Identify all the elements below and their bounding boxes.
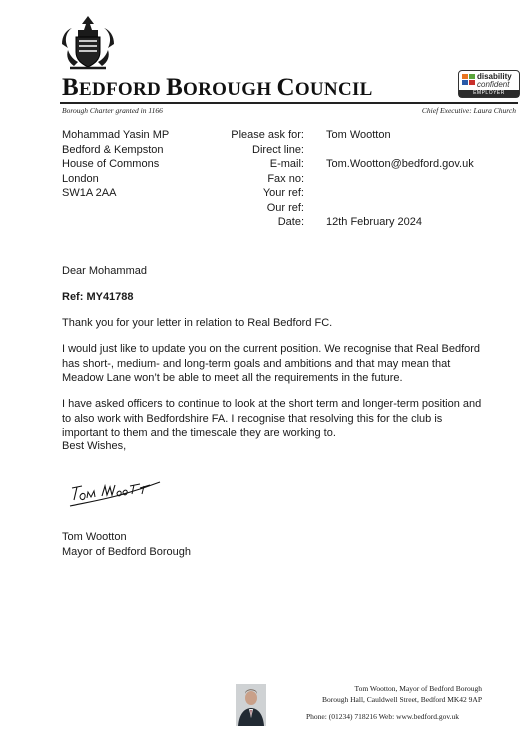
footer-line1: Tom Wootton, Mayor of Bedford Borough — [354, 684, 482, 693]
paragraph-1: Thank you for your letter in relation to Real Bedford FC. — [62, 317, 333, 329]
handwritten-signature — [68, 476, 168, 512]
ref-value-our-ref — [326, 201, 474, 216]
address-line: London — [62, 172, 99, 185]
ref-label-direct-line: Direct line: — [252, 143, 304, 156]
chief-executive-text: Chief Executive: Laura Church — [421, 106, 516, 115]
address-line: House of Commons — [62, 158, 160, 170]
signer-block — [62, 530, 191, 559]
recipient-address — [62, 128, 169, 201]
disability-confident-logo-icon — [462, 74, 475, 85]
badge-line3: EMPLOYER — [459, 90, 519, 97]
ref-value-direct-line — [326, 143, 474, 158]
ref-label-email: E-mail: — [269, 158, 304, 170]
ref-value-please-ask-for: Tom Wootton — [326, 129, 391, 141]
ref-label-please-ask-for: Please ask for: — [231, 129, 304, 141]
disability-confident-badge — [458, 70, 520, 98]
ref-value-date: 12th February 2024 — [326, 216, 423, 228]
badge-line2: confident — [477, 80, 510, 89]
charter-text: Borough Charter granted in 1166 — [62, 106, 163, 115]
footer-contact: Phone: (01234) 718216 Web: www.bedford.gov.uk — [306, 712, 460, 721]
ref-label-fax: Fax no: — [267, 172, 304, 185]
council-name: BEDFORD BOROUGH COUNCIL — [62, 74, 373, 101]
signer-name: Tom Wootton — [62, 531, 127, 543]
header-divider — [60, 102, 518, 104]
ref-label-date: Date: — [277, 216, 304, 228]
reference-line: Ref: MY41788 — [62, 291, 134, 303]
reference-values — [326, 128, 474, 230]
ref-value-fax — [326, 172, 474, 187]
ref-value-email: Tom.Wootton@bedford.gov.uk — [326, 158, 474, 170]
badge-line1: disability — [477, 72, 512, 81]
footer-line2: Borough Hall, Cauldwell Street, Bedford MK42 9AP — [322, 694, 482, 704]
ref-label-your-ref: Your ref: — [262, 187, 304, 199]
address-line: SW1A 2AA — [62, 187, 117, 199]
reference-labels — [206, 128, 304, 230]
address-line: Mohammad Yasin MP — [62, 129, 170, 141]
signer-title: Mayor of Bedford Borough — [62, 545, 192, 558]
address-line: Bedford & Kempston — [62, 143, 164, 156]
council-crest-icon — [58, 14, 118, 72]
mayor-portrait-photo — [236, 684, 266, 726]
closing: Best Wishes, — [62, 440, 127, 452]
footer-address — [310, 684, 482, 705]
paragraph-2: I would just like to update you on the current position. We recognise that Real Bedford has short-, medium- and long-term goals and ambitions and that may mean that Meadow Lane won’t be able to meet all the requirements in the future. — [62, 343, 481, 384]
ref-label-our-ref: Our ref: — [266, 201, 304, 214]
ref-value-your-ref — [326, 186, 474, 201]
paragraph-3: I have asked officers to continue to look at the short term and longer-term position and to also work with Bedfordshire FA. I recognise that resolving this for the club is important to them and the timescale they are working to. — [62, 398, 482, 439]
salutation: Dear Mohammad — [62, 265, 147, 277]
